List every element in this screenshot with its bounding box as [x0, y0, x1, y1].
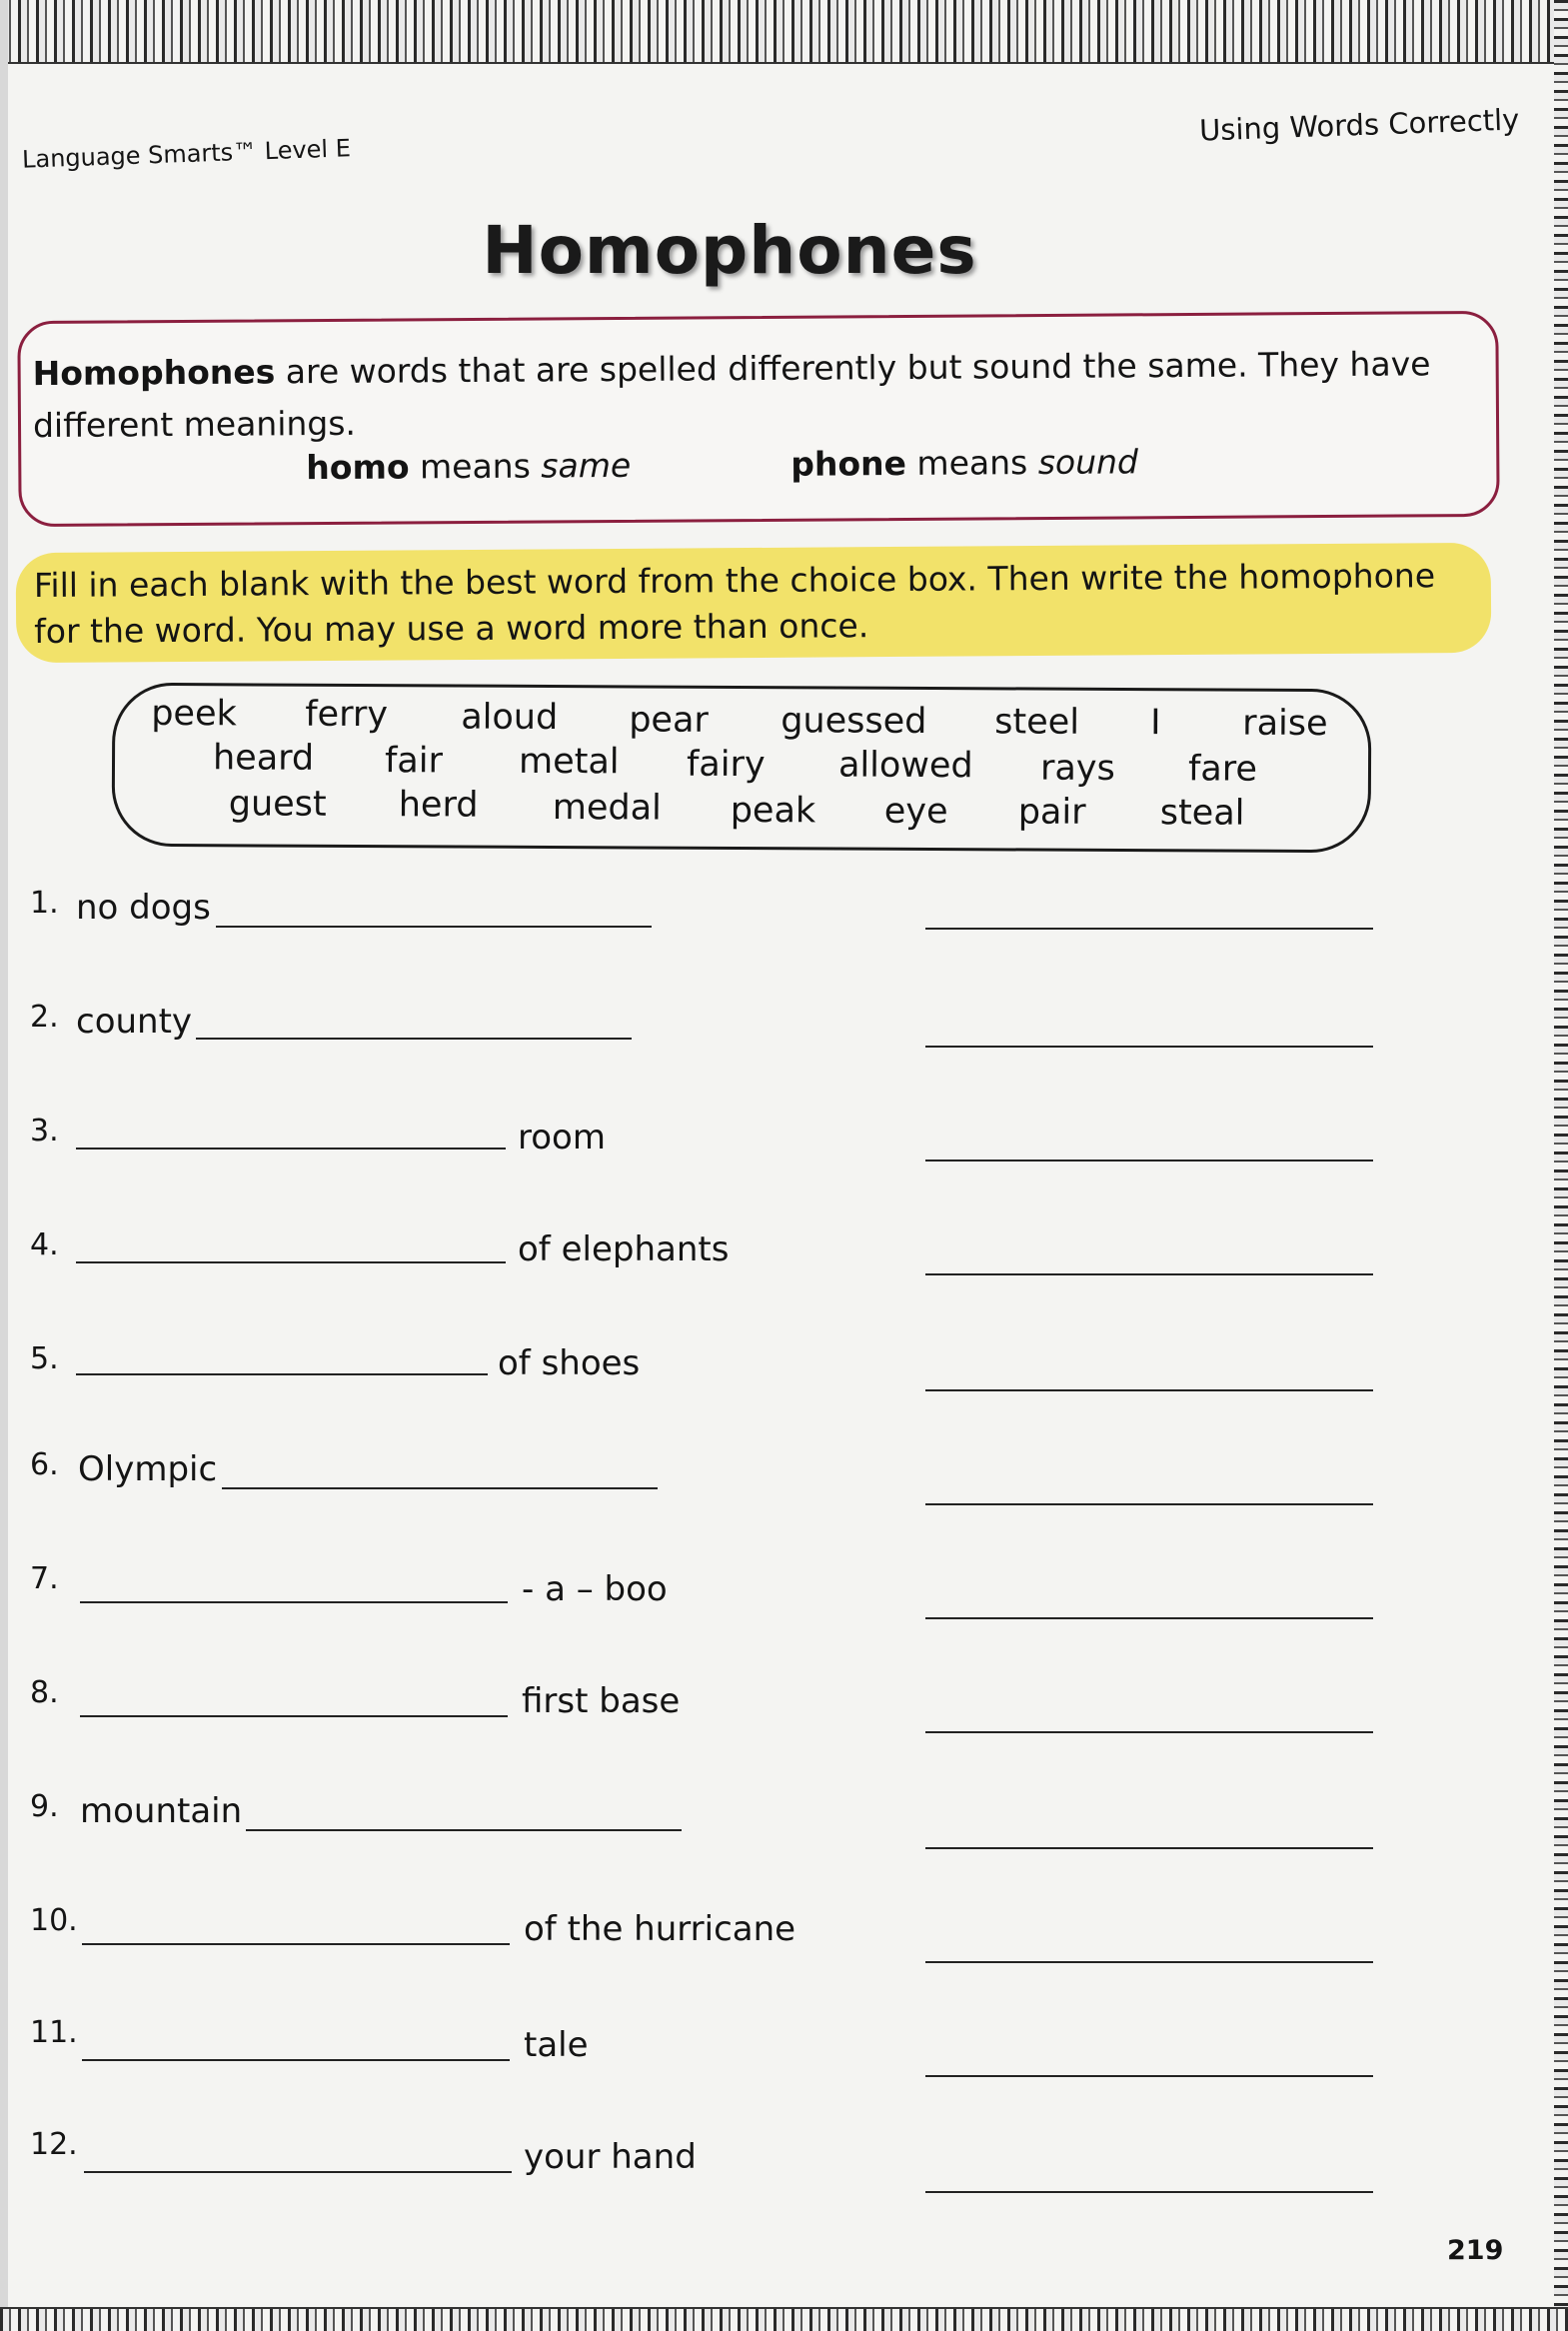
- root-phone: [790, 442, 1138, 483]
- choice-word: guest: [228, 784, 327, 825]
- exercise-item: [0, 1000, 1419, 1070]
- exercise-prompt: mountain: [80, 1791, 243, 1831]
- page-number: 219: [1447, 2235, 1504, 2266]
- exercise-prompt: of elephants: [518, 1229, 730, 1269]
- exercise-item: [0, 1227, 1419, 1297]
- exercise-item: [0, 1789, 1419, 1859]
- exercise-prompt: no dogs: [76, 888, 211, 928]
- definition-box: [17, 311, 1499, 527]
- root-word: phone: [790, 443, 907, 484]
- exercise-prompt: tale: [524, 2025, 589, 2065]
- exercise-prompt: Olympic: [78, 1449, 218, 1489]
- root-meaning: sound: [1037, 442, 1139, 483]
- homophone-answer-line[interactable]: [925, 2191, 1373, 2193]
- answer-blank[interactable]: [216, 926, 652, 928]
- choice-word: steel: [994, 702, 1080, 743]
- exercise-item: [0, 2127, 1419, 2197]
- exercise-number: 4.: [30, 1227, 59, 1262]
- choice-word: aloud: [461, 697, 559, 739]
- definition-text: [32, 338, 1472, 452]
- choice-word: eye: [883, 791, 948, 833]
- exercise-prompt: your hand: [524, 2137, 697, 2177]
- choice-word: heard: [212, 738, 315, 779]
- choice-word: raise: [1242, 703, 1328, 745]
- choice-word: peak: [730, 790, 816, 832]
- root-meaning: same: [541, 445, 632, 486]
- root-homo: [306, 446, 631, 487]
- exercise-number: 3.: [30, 1114, 59, 1149]
- exercise-number: 10.: [30, 1903, 78, 1938]
- choice-word: rays: [1039, 748, 1115, 789]
- homophone-answer-line[interactable]: [925, 1273, 1373, 1275]
- answer-blank[interactable]: [76, 1373, 488, 1375]
- exercise-item: [0, 1903, 1419, 1973]
- decorative-border-top: [0, 0, 1568, 64]
- homophone-answer-line[interactable]: [925, 1617, 1373, 1619]
- series-label: Language Smarts™ Level E: [21, 134, 352, 174]
- exercise-item: [0, 2015, 1419, 2085]
- homophone-answer-line[interactable]: [925, 1961, 1373, 1963]
- choice-word: medal: [552, 788, 662, 829]
- exercise-number: 6.: [30, 1447, 59, 1482]
- choice-word: herd: [398, 785, 479, 826]
- choice-word: peek: [151, 693, 237, 735]
- homophone-answer-line[interactable]: [925, 1847, 1373, 1849]
- skill-label: Using Words Correctly: [1198, 102, 1520, 148]
- choice-word: metal: [518, 741, 620, 783]
- choice-word: fair: [384, 741, 444, 782]
- choice-word: I: [1150, 703, 1161, 744]
- homophone-answer-line[interactable]: [925, 928, 1373, 930]
- answer-blank[interactable]: [80, 1715, 508, 1717]
- answer-blank[interactable]: [196, 1038, 632, 1040]
- homophone-answer-line[interactable]: [925, 1046, 1373, 1048]
- page-title: Homophones: [482, 212, 977, 289]
- answer-blank[interactable]: [80, 1601, 508, 1603]
- answer-blank[interactable]: [222, 1487, 658, 1489]
- choice-word: pair: [1017, 792, 1086, 833]
- choice-word: pear: [629, 700, 709, 741]
- exercise-number: 5.: [30, 1341, 59, 1376]
- exercise-number: 1.: [30, 886, 59, 921]
- answer-blank[interactable]: [84, 2171, 512, 2173]
- answer-blank[interactable]: [76, 1261, 506, 1263]
- exercise-number: 7.: [30, 1561, 59, 1596]
- root-means: means: [409, 446, 542, 487]
- exercise-number: 12.: [30, 2127, 78, 2162]
- exercise-item: [0, 1114, 1419, 1183]
- answer-blank[interactable]: [246, 1829, 682, 1831]
- exercise-item: [0, 1675, 1419, 1745]
- answer-blank[interactable]: [82, 1943, 510, 1945]
- exercise-prompt: room: [518, 1118, 606, 1158]
- exercise-item: [0, 1341, 1419, 1411]
- exercise-number: 11.: [30, 2015, 78, 2050]
- exercise-prompt: of shoes: [498, 1343, 641, 1383]
- exercise-prompt: first base: [522, 1681, 681, 1721]
- homophone-answer-line[interactable]: [925, 1503, 1373, 1505]
- exercise-prompt: of the hurricane: [524, 1909, 796, 1949]
- definition-term: Homophones: [32, 352, 276, 394]
- exercise-prompt: - a – boo: [522, 1569, 668, 1609]
- exercise-item: [0, 886, 1419, 956]
- answer-blank[interactable]: [82, 2059, 510, 2061]
- instructions-banner: Fill in each blank with the best word from the choice box. Then write the homophone for the word. You may use a word more than once.: [16, 543, 1492, 663]
- homophone-answer-line[interactable]: [925, 1389, 1373, 1391]
- choice-word: fare: [1187, 749, 1258, 790]
- choice-word: ferry: [305, 694, 389, 736]
- root-means: means: [905, 443, 1038, 483]
- homophone-answer-line[interactable]: [925, 1731, 1373, 1733]
- exercise-number: 8.: [30, 1675, 59, 1710]
- root-word: homo: [306, 447, 410, 488]
- exercise-prompt: county: [76, 1002, 193, 1042]
- choice-word: fairy: [686, 744, 766, 786]
- homophone-answer-line[interactable]: [925, 2075, 1373, 2077]
- choice-box: [112, 683, 1372, 854]
- choice-word: allowed: [837, 745, 973, 787]
- exercise-item: [0, 1561, 1419, 1631]
- choice-word: steal: [1159, 793, 1245, 834]
- definition-body: are words that are spelled differently but sound the same. They have different meanings.: [32, 344, 1431, 446]
- exercise-number: 2.: [30, 1000, 59, 1035]
- choice-word: guessed: [781, 701, 927, 742]
- decorative-border-right: [1554, 0, 1568, 2331]
- homophone-answer-line[interactable]: [925, 1160, 1373, 1162]
- exercise-item: [0, 1447, 1419, 1517]
- exercise-number: 9.: [30, 1789, 59, 1824]
- answer-blank[interactable]: [76, 1148, 506, 1150]
- decorative-border-bottom: [0, 2307, 1568, 2331]
